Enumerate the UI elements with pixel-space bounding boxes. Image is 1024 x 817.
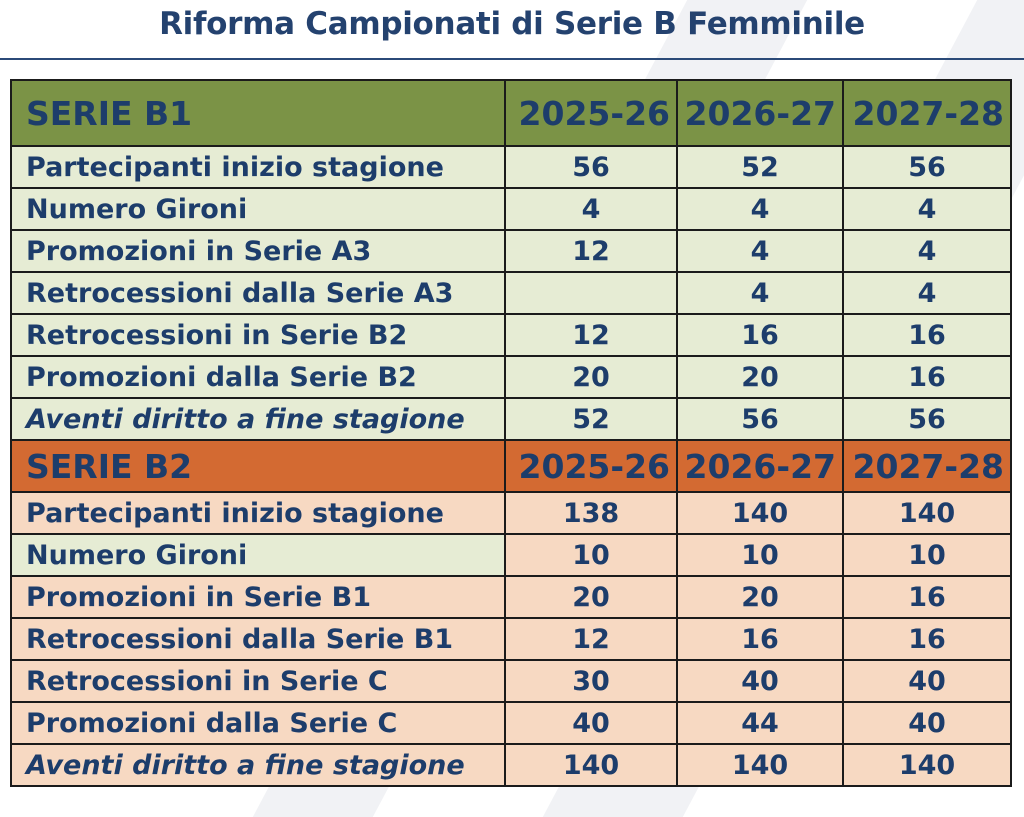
- cell-value: 4: [843, 188, 1011, 230]
- row-label: Retrocessioni in Serie B2: [11, 314, 505, 356]
- table-row: [11, 356, 1011, 398]
- cell-value: 56: [843, 146, 1011, 188]
- cell-value: 10: [505, 534, 677, 576]
- season-header: 2025-26: [505, 440, 677, 492]
- row-label: Retrocessioni in Serie C: [11, 660, 505, 702]
- row-label: Aventi diritto a fine stagione: [11, 744, 505, 786]
- cell-value: 40: [677, 660, 843, 702]
- cell-value: 12: [505, 618, 677, 660]
- table-row: [11, 272, 1011, 314]
- cell-value: 4: [843, 272, 1011, 314]
- table-row: [11, 660, 1011, 702]
- cell-value: 16: [843, 314, 1011, 356]
- cell-value: 40: [843, 702, 1011, 744]
- season-header: 2027-28: [843, 440, 1011, 492]
- cell-value: 20: [677, 356, 843, 398]
- cell-value: 16: [843, 356, 1011, 398]
- cell-value: 16: [677, 618, 843, 660]
- cell-value: 56: [843, 398, 1011, 440]
- row-label: Numero Gironi: [11, 188, 505, 230]
- cell-value: 12: [505, 230, 677, 272]
- serie-b2-header-row: [11, 440, 1011, 492]
- table-row: [11, 230, 1011, 272]
- cell-value: 140: [843, 492, 1011, 534]
- cell-value: 140: [677, 744, 843, 786]
- cell-value: 4: [677, 230, 843, 272]
- row-label: Promozioni in Serie B1: [11, 576, 505, 618]
- cell-value: 56: [677, 398, 843, 440]
- cell-value: 12: [505, 314, 677, 356]
- cell-value: 52: [505, 398, 677, 440]
- cell-value: 4: [677, 188, 843, 230]
- table-row: [11, 492, 1011, 534]
- cell-value: 16: [843, 618, 1011, 660]
- row-label: Promozioni in Serie A3: [11, 230, 505, 272]
- row-label: Partecipanti inizio stagione: [11, 492, 505, 534]
- cell-value: 4: [677, 272, 843, 314]
- cell-value: 16: [843, 576, 1011, 618]
- cell-value: 20: [677, 576, 843, 618]
- row-label: Partecipanti inizio stagione: [11, 146, 505, 188]
- season-header: 2026-27: [677, 440, 843, 492]
- cell-value: [505, 272, 677, 314]
- row-label: Promozioni dalla Serie C: [11, 702, 505, 744]
- table-row: [11, 576, 1011, 618]
- table-row: [11, 146, 1011, 188]
- serie-b2-header: SERIE B2: [11, 440, 505, 492]
- cell-value: 44: [677, 702, 843, 744]
- table-row: [11, 314, 1011, 356]
- season-header: 2027-28: [843, 80, 1011, 146]
- table-row: [11, 534, 1011, 576]
- season-header: 2026-27: [677, 80, 843, 146]
- season-header: 2025-26: [505, 80, 677, 146]
- serie-b1-header-row: [11, 80, 1011, 146]
- cell-value: 4: [843, 230, 1011, 272]
- row-label: Retrocessioni dalla Serie A3: [11, 272, 505, 314]
- cell-value: 140: [505, 744, 677, 786]
- row-label: Promozioni dalla Serie B2: [11, 356, 505, 398]
- row-label: Aventi diritto a fine stagione: [11, 398, 505, 440]
- cell-value: 52: [677, 146, 843, 188]
- table-row: [11, 398, 1011, 440]
- cell-value: 20: [505, 356, 677, 398]
- cell-value: 140: [677, 492, 843, 534]
- cell-value: 40: [843, 660, 1011, 702]
- cell-value: 10: [843, 534, 1011, 576]
- serie-b1-header: SERIE B1: [11, 80, 505, 146]
- cell-value: 56: [505, 146, 677, 188]
- table-row: [11, 618, 1011, 660]
- cell-value: 30: [505, 660, 677, 702]
- title-divider: [0, 58, 1024, 60]
- cell-value: 4: [505, 188, 677, 230]
- table-row: [11, 744, 1011, 786]
- table-row: [11, 702, 1011, 744]
- row-label: Retrocessioni dalla Serie B1: [11, 618, 505, 660]
- championship-table: [10, 79, 1012, 787]
- table-row: [11, 188, 1011, 230]
- cell-value: 10: [677, 534, 843, 576]
- cell-value: 20: [505, 576, 677, 618]
- cell-value: 40: [505, 702, 677, 744]
- row-label: Numero Gironi: [11, 534, 505, 576]
- page-title: Riforma Campionati di Serie B Femminile: [159, 6, 865, 42]
- cell-value: 16: [677, 314, 843, 356]
- cell-value: 140: [843, 744, 1011, 786]
- cell-value: 138: [505, 492, 677, 534]
